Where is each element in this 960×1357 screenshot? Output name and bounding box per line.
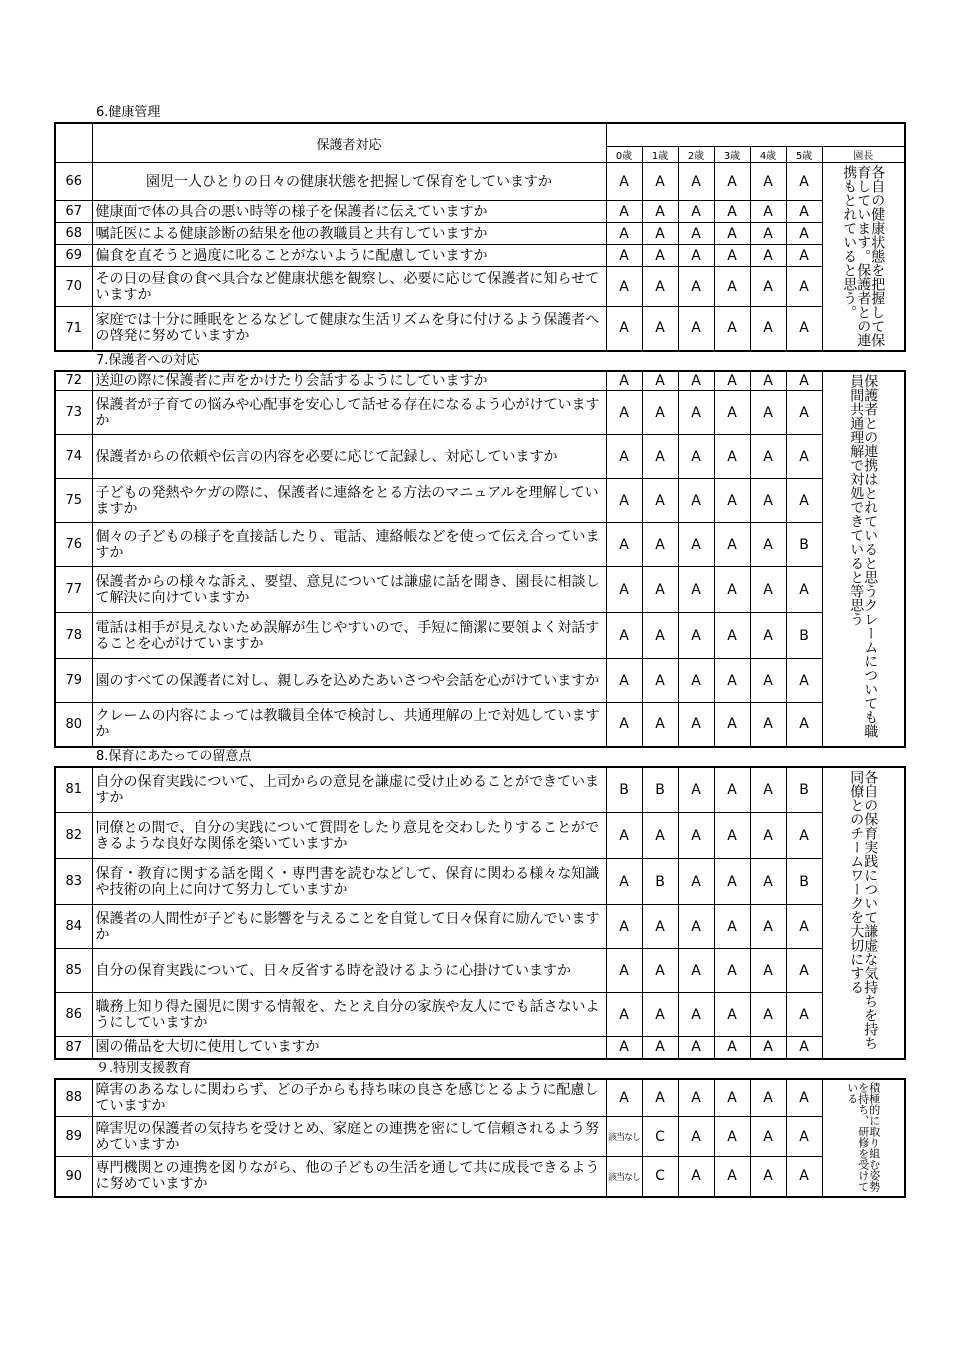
- item-number: 87: [55, 1037, 92, 1059]
- table-row: [55, 163, 905, 201]
- grade-cell: A: [786, 905, 822, 949]
- grade-cell: A: [606, 703, 642, 747]
- grade-cell: A: [750, 767, 786, 813]
- grade-cell: A: [786, 567, 822, 613]
- principal-comment-text: 積極的に取り組む姿勢を持ち、研修を受けている: [845, 1081, 881, 1192]
- item-number: 66: [55, 163, 92, 201]
- grade-cell: A: [786, 267, 822, 307]
- grade-cell: A: [606, 993, 642, 1037]
- grade-cell: A: [606, 223, 642, 245]
- table-row: [55, 523, 905, 567]
- grade-cell: A: [714, 391, 750, 435]
- question-text: 嘱託医による健康診断の結果を他の教職員と共有していますか: [92, 223, 606, 245]
- grade-cell: A: [786, 223, 822, 245]
- grade-cell: A: [678, 1157, 714, 1197]
- table-row: [55, 905, 905, 949]
- grade-cell: A: [642, 523, 678, 567]
- grade-cell: A: [714, 859, 750, 905]
- grade-cell: A: [678, 391, 714, 435]
- table-row: [55, 479, 905, 523]
- grade-cell: A: [642, 435, 678, 479]
- question-text: 職務上知り得た園児に関する情報を、たとえ自分の家族や友人にでも話さないようにしていますか: [92, 993, 606, 1037]
- table-row: [55, 813, 905, 859]
- grade-cell: A: [750, 479, 786, 523]
- grade-cell: A: [678, 523, 714, 567]
- grade-cell: A: [606, 307, 642, 351]
- grade-cell: A: [714, 523, 750, 567]
- item-number: 82: [55, 813, 92, 859]
- grade-cell: A: [714, 1037, 750, 1059]
- grade-cell: A: [678, 223, 714, 245]
- table-row: [55, 1079, 905, 1117]
- grade-cell: A: [606, 813, 642, 859]
- grade-cell: B: [786, 859, 822, 905]
- grade-cell: A: [750, 245, 786, 267]
- section-title: 6.健康管理: [96, 105, 161, 120]
- grade-cell: A: [678, 859, 714, 905]
- table-row: [55, 1117, 905, 1157]
- principal-comment-text: 保護者との連携はとれていると思うクレームについても職員間共通理解で対処できていると等思う: [848, 373, 879, 738]
- grade-cell: A: [642, 307, 678, 351]
- item-number: 76: [55, 523, 92, 567]
- grade-cell: A: [606, 163, 642, 201]
- grade-cell: A: [714, 613, 750, 659]
- question-text: 障害のあるなしに関わらず、どの子からも持ち味の良さを感じとるように配慮していますか: [92, 1079, 606, 1117]
- evaluation-table: [54, 766, 906, 1060]
- grade-cell: A: [642, 703, 678, 747]
- grade-cell: A: [714, 245, 750, 267]
- table-row: [55, 391, 905, 435]
- grade-cell: A: [642, 659, 678, 703]
- age-column-header: 0歳: [606, 147, 642, 163]
- grade-cell: A: [750, 1157, 786, 1197]
- grade-cell: A: [678, 567, 714, 613]
- item-number: 90: [55, 1157, 92, 1197]
- question-text: 保育・教育に関する話を聞く・専門書を読むなどして、保育に関わる様々な知識や技術の向上に向けて努力していますか: [92, 859, 606, 905]
- grade-cell: A: [678, 201, 714, 223]
- grade-cell: A: [642, 905, 678, 949]
- age-column-header: 3歳: [714, 147, 750, 163]
- table-row: [55, 201, 905, 223]
- grade-cell: A: [606, 949, 642, 993]
- grade-cell: A: [714, 949, 750, 993]
- grade-cell: A: [786, 1079, 822, 1117]
- question-text: 家庭では十分に睡眠をとるなどして健康な生活リズムを身に付けるよう保護者への啓発に努めていますか: [92, 307, 606, 351]
- item-number: 70: [55, 267, 92, 307]
- grade-cell: A: [786, 307, 822, 351]
- item-number: 67: [55, 201, 92, 223]
- grade-cell: A: [750, 567, 786, 613]
- item-number: 73: [55, 391, 92, 435]
- grade-cell: A: [750, 613, 786, 659]
- table-row: [55, 949, 905, 993]
- question-text: 専門機関との連携を図りながら、他の子どもの生活を通して共に成長できるように努めていますか: [92, 1157, 606, 1197]
- grade-cell: A: [786, 435, 822, 479]
- grade-cell: A: [714, 1117, 750, 1157]
- question-text: クレームの内容によっては教職員全体で検討し、共通理解の上で対処していますか: [92, 703, 606, 747]
- item-number: 81: [55, 767, 92, 813]
- grade-cell: A: [606, 371, 642, 391]
- grade-cell: A: [786, 371, 822, 391]
- grade-cell: A: [750, 1117, 786, 1157]
- table-row: [55, 307, 905, 351]
- grade-cell: A: [606, 267, 642, 307]
- grade-cell: A: [678, 949, 714, 993]
- question-text: 園児一人ひとりの日々の健康状態を把握して保育をしていますか: [92, 163, 606, 201]
- evaluation-table: [54, 122, 906, 352]
- table-row: [55, 567, 905, 613]
- grade-cell: C: [642, 1157, 678, 1197]
- item-number: 77: [55, 567, 92, 613]
- question-text: 園のすべての保護者に対し、親しみを込めたあいさつや会話を心がけていますか: [92, 659, 606, 703]
- grade-cell: A: [642, 479, 678, 523]
- item-number: 79: [55, 659, 92, 703]
- table-row: [55, 703, 905, 747]
- grade-cell: A: [786, 245, 822, 267]
- grade-cell: A: [642, 813, 678, 859]
- grade-cell: A: [786, 201, 822, 223]
- grade-cell: A: [750, 1079, 786, 1117]
- section-title: ９.特別支援教育: [96, 1060, 192, 1076]
- grade-cell: A: [606, 391, 642, 435]
- table-row: [55, 659, 905, 703]
- table-row: [55, 371, 905, 391]
- age-column-header: 5歳: [786, 147, 822, 163]
- grade-cell: A: [750, 391, 786, 435]
- grade-cell: A: [606, 859, 642, 905]
- grade-cell: A: [714, 567, 750, 613]
- grade-cell: A: [786, 949, 822, 993]
- item-number: 72: [55, 371, 92, 391]
- grade-cell: A: [750, 1037, 786, 1059]
- table-row: [55, 223, 905, 245]
- grade-cell: A: [786, 479, 822, 523]
- grade-cell: A: [642, 223, 678, 245]
- grade-cell: A: [786, 1157, 822, 1197]
- item-number: 74: [55, 435, 92, 479]
- grade-cell: A: [606, 1037, 642, 1059]
- grade-cell: A: [678, 767, 714, 813]
- question-text: 保護者からの様々な訴え、要望、意見については謙虚に話を聞き、園長に相談して解決に向けていますか: [92, 567, 606, 613]
- grade-cell: A: [678, 435, 714, 479]
- grade-cell: A: [678, 307, 714, 351]
- question-text: 送迎の際に保護者に声をかけたり会話するようにしていますか: [92, 371, 606, 391]
- grade-cell: A: [714, 371, 750, 391]
- grade-cell: 該当なし: [606, 1157, 642, 1197]
- grade-cell: A: [714, 479, 750, 523]
- grade-cell: A: [714, 307, 750, 351]
- evaluation-document: [54, 104, 906, 1198]
- grade-cell: A: [750, 659, 786, 703]
- question-text: 子どもの発熱やケガの際に、保護者に連絡をとる方法のマニュアルを理解していますか: [92, 479, 606, 523]
- grade-cell: A: [678, 1117, 714, 1157]
- item-number: 69: [55, 245, 92, 267]
- grade-cell: A: [642, 993, 678, 1037]
- grade-cell: A: [642, 1079, 678, 1117]
- grade-cell: A: [750, 201, 786, 223]
- table-row: [55, 859, 905, 905]
- grade-cell: B: [786, 613, 822, 659]
- grade-cell: B: [786, 523, 822, 567]
- question-text: 個々の子どもの様子を直接話したり、電話、連絡帳などを使って伝え合っていますか: [92, 523, 606, 567]
- question-text: 自分の保育実践について、上司からの意見を謙虚に受け止めることができていますか: [92, 767, 606, 813]
- grade-cell: A: [750, 267, 786, 307]
- header-spacer: [606, 123, 905, 147]
- grade-cell: A: [642, 567, 678, 613]
- grade-cell: A: [678, 371, 714, 391]
- principal-comment-cell: [822, 1079, 905, 1197]
- principal-comment-text: 各自の保育実践について謙虚な気持ちを持ち同僚とのチームワークを大切にする: [848, 769, 879, 1050]
- grade-cell: A: [714, 659, 750, 703]
- grade-cell: A: [678, 813, 714, 859]
- item-number: 80: [55, 703, 92, 747]
- grade-cell: A: [750, 371, 786, 391]
- grade-cell: A: [750, 905, 786, 949]
- grade-cell: A: [606, 245, 642, 267]
- grade-cell: A: [606, 523, 642, 567]
- question-text: 同僚との間で、自分の実践について質問をしたり意見を交わしたりすることができるような良好な関係を築いていますか: [92, 813, 606, 859]
- grade-cell: A: [678, 479, 714, 523]
- grade-cell: A: [750, 435, 786, 479]
- grade-cell: A: [642, 391, 678, 435]
- question-text: 保護者の人間性が子どもに影響を与えることを自覚して日々保育に励んでいますか: [92, 905, 606, 949]
- grade-cell: A: [786, 391, 822, 435]
- principal-comment-cell: [822, 767, 905, 1059]
- item-number: 71: [55, 307, 92, 351]
- question-text: 偏食を直そうと過度に叱ることがないように配慮していますか: [92, 245, 606, 267]
- grade-cell: A: [642, 163, 678, 201]
- grade-cell: A: [714, 435, 750, 479]
- grade-cell: A: [786, 813, 822, 859]
- grade-cell: A: [750, 993, 786, 1037]
- evaluation-table: [54, 370, 906, 748]
- section-title: 8.保育にあたっての留意点: [96, 748, 252, 764]
- grade-cell: C: [642, 1117, 678, 1157]
- item-number: 85: [55, 949, 92, 993]
- question-text: 健康面で体の具合の悪い時等の様子を保護者に伝えていますか: [92, 201, 606, 223]
- grade-cell: A: [606, 905, 642, 949]
- grade-cell: A: [750, 307, 786, 351]
- table-row: [55, 767, 905, 813]
- grade-cell: A: [714, 267, 750, 307]
- grade-cell: A: [714, 905, 750, 949]
- grade-cell: A: [606, 659, 642, 703]
- grade-cell: A: [678, 905, 714, 949]
- grade-cell: A: [786, 659, 822, 703]
- item-number: 78: [55, 613, 92, 659]
- grade-cell: A: [786, 993, 822, 1037]
- grade-cell: A: [750, 859, 786, 905]
- grade-cell: A: [714, 201, 750, 223]
- grade-cell: A: [714, 703, 750, 747]
- grade-cell: A: [786, 163, 822, 201]
- grade-cell: A: [606, 1079, 642, 1117]
- item-number: 84: [55, 905, 92, 949]
- age-column-header: 4歳: [750, 147, 786, 163]
- grade-cell: A: [606, 479, 642, 523]
- grade-cell: A: [642, 201, 678, 223]
- table-row: [55, 1037, 905, 1059]
- item-number: 86: [55, 993, 92, 1037]
- question-text: 電話は相手が見えないため誤解が生じやすいので、手短に簡潔に要領よく対話することを心がけていますか: [92, 613, 606, 659]
- grade-cell: A: [678, 245, 714, 267]
- grade-cell: A: [678, 703, 714, 747]
- grade-cell: A: [606, 567, 642, 613]
- age-column-header: 2歳: [678, 147, 714, 163]
- table-row: [55, 1157, 905, 1197]
- question-text: 保護者が子育ての悩みや心配事を安心して話せる存在になるよう心がけていますか: [92, 391, 606, 435]
- principal-comment-text: 各自の健康状態を把握して保育しています。保護者との連携もとれていると思う。: [841, 165, 886, 347]
- grade-cell: A: [678, 1079, 714, 1117]
- table-row: [55, 245, 905, 267]
- table-row: [55, 993, 905, 1037]
- table-row: [55, 613, 905, 659]
- grade-cell: A: [714, 767, 750, 813]
- grade-cell: B: [642, 859, 678, 905]
- grade-cell: B: [606, 767, 642, 813]
- header-blank-cell: [55, 123, 92, 163]
- age-column-header: 1歳: [642, 147, 678, 163]
- grade-cell: A: [642, 1037, 678, 1059]
- item-number: 75: [55, 479, 92, 523]
- question-text: その日の昼食の食べ具合など健康状態を観察し、必要に応じて保護者に知らせていますか: [92, 267, 606, 307]
- question-text: 自分の保育実践について、日々反省する時を設けるように心掛けていますか: [92, 949, 606, 993]
- grade-cell: A: [678, 163, 714, 201]
- grade-cell: A: [678, 613, 714, 659]
- item-number: 68: [55, 223, 92, 245]
- grade-cell: A: [750, 813, 786, 859]
- grade-cell: B: [642, 767, 678, 813]
- question-text: 保護者からの依頼や伝言の内容を必要に応じて記録し、対応していますか: [92, 435, 606, 479]
- grade-cell: A: [678, 993, 714, 1037]
- grade-cell: B: [786, 767, 822, 813]
- grade-cell: A: [678, 267, 714, 307]
- table-row: [55, 435, 905, 479]
- grade-cell: A: [642, 613, 678, 659]
- principal-comment-cell: [822, 163, 905, 351]
- item-number: 89: [55, 1117, 92, 1157]
- grade-cell: A: [786, 703, 822, 747]
- grade-cell: A: [714, 223, 750, 245]
- grade-cell: A: [642, 245, 678, 267]
- table-row: [55, 267, 905, 307]
- grade-cell: A: [606, 435, 642, 479]
- grade-cell: A: [606, 613, 642, 659]
- grade-cell: A: [606, 201, 642, 223]
- grade-cell: A: [642, 949, 678, 993]
- grade-cell: A: [786, 1117, 822, 1157]
- grade-cell: 該当なし: [606, 1117, 642, 1157]
- principal-comment-cell: [822, 371, 905, 747]
- grade-cell: A: [750, 523, 786, 567]
- section-title: 7.保護者への対応: [96, 352, 200, 368]
- grade-cell: A: [714, 1079, 750, 1117]
- grade-cell: A: [750, 703, 786, 747]
- grade-cell: A: [714, 993, 750, 1037]
- grade-cell: A: [714, 1157, 750, 1197]
- header-question-label: 保護者対応: [92, 123, 606, 163]
- grade-cell: A: [714, 163, 750, 201]
- grade-cell: A: [750, 949, 786, 993]
- grade-cell: A: [786, 1037, 822, 1059]
- grade-cell: A: [714, 813, 750, 859]
- principal-column-header: 園長: [822, 147, 905, 163]
- grade-cell: A: [642, 267, 678, 307]
- question-text: 障害児の保護者の気持ちを受けとめ、家庭との連携を密にして信頼されるよう努めていますか: [92, 1117, 606, 1157]
- grade-cell: A: [750, 223, 786, 245]
- item-number: 83: [55, 859, 92, 905]
- question-text: 園の備品を大切に使用していますか: [92, 1037, 606, 1059]
- evaluation-table: [54, 1078, 906, 1198]
- grade-cell: A: [678, 1037, 714, 1059]
- grade-cell: A: [750, 163, 786, 201]
- grade-cell: A: [678, 659, 714, 703]
- grade-cell: A: [642, 371, 678, 391]
- item-number: 88: [55, 1079, 92, 1117]
